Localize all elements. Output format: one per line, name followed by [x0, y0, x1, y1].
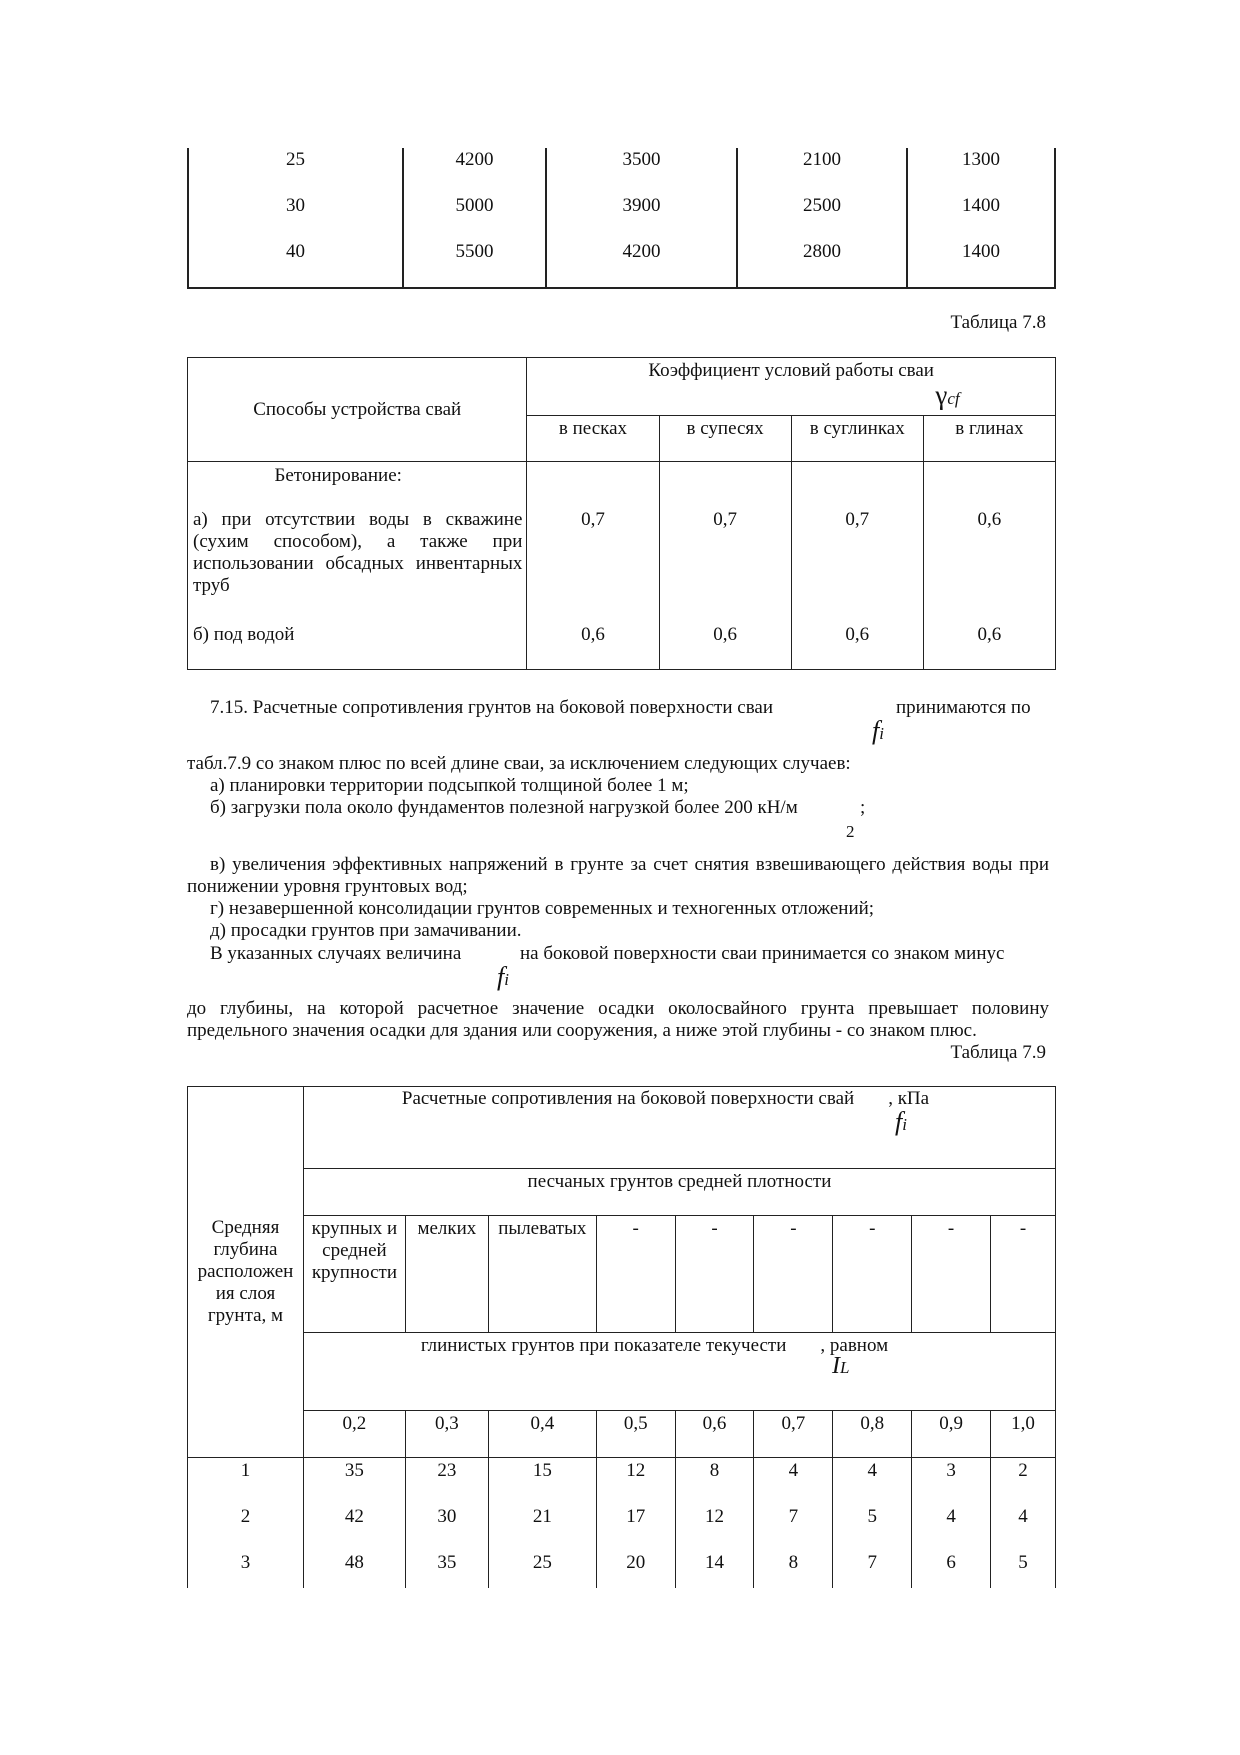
table-cell: 30 [286, 195, 305, 216]
list-item-v: в) увеличения эффективных напряжений в грунте за счет снятия взвешивающего действия воды при понижении уровня грунтовых вод; [187, 854, 1049, 897]
table-cell: 30 [405, 1504, 488, 1550]
table-caption: Таблица 7.8 [950, 312, 1046, 333]
il-value: 0,4 [488, 1411, 596, 1458]
gamma-symbol: γcf [935, 380, 960, 410]
table-cell: 8 [754, 1550, 833, 1588]
table-cell: 35 [303, 1458, 405, 1504]
table-cell: 4 [833, 1458, 912, 1504]
table-cell: 1400 [962, 241, 1000, 262]
subheader-sandy-loam: в супесях [659, 416, 791, 462]
subheader-loam: в суглинках [791, 416, 923, 462]
subheader-sand: в песках [527, 416, 659, 462]
table-row [188, 1458, 1056, 1504]
table-cell: 8 [675, 1458, 754, 1504]
table-cell: 2 [188, 1504, 304, 1550]
table-cell: 4200 [622, 241, 661, 262]
table-cell: 35 [405, 1550, 488, 1588]
table-row [188, 1550, 1056, 1588]
table-cell: 1400 [962, 195, 1000, 216]
table-cell: 25 [286, 149, 305, 170]
list-item-b-end: ; [860, 797, 866, 818]
table-cell: 5500 [455, 241, 494, 262]
table-7-8 [187, 357, 1056, 670]
symbol-fi: fi [497, 962, 509, 991]
col-dash: - [991, 1216, 1056, 1333]
col-dash: - [912, 1216, 991, 1333]
col-coarse-sand: крупных и средней крупности [303, 1216, 405, 1333]
table-cell: 5 [991, 1550, 1056, 1588]
table-cell: 14 [675, 1550, 754, 1588]
col-dash: - [675, 1216, 754, 1333]
table-cell: 1 [188, 1458, 304, 1504]
table-cell: 5 [833, 1504, 912, 1550]
header-method: Способы устройства свай [188, 358, 527, 462]
col-dash: - [596, 1216, 675, 1333]
table-cell: 15 [488, 1458, 596, 1504]
il-value: 0,7 [754, 1411, 833, 1458]
table-cell: 0,6 [527, 622, 659, 670]
table-body [188, 1458, 1056, 1588]
list-item-a: а) планировки территории подсыпкой толщиной более 1 м; [210, 775, 689, 796]
paragraph-7-15-end: принимаются по [896, 697, 1031, 718]
subheader-clay: в глинах [923, 416, 1055, 462]
paragraph-2-start: В указанных случаях величина [210, 943, 462, 964]
table-caption: Таблица 7.9 [950, 1042, 1046, 1063]
row-concreting: Бетонирование: а) при отсутствии воды в скважине (сухим способом), а также при использовании обсадных инвентарных труб [188, 462, 527, 622]
il-value: 0,6 [675, 1411, 754, 1458]
header-clay: глинистых грунтов при показателе текучести , равном IL [303, 1333, 1055, 1411]
table-cell: 7 [833, 1550, 912, 1588]
symbol-il: IL [831, 1353, 850, 1379]
list-item-g: г) незавершенной консолидации грунтов современных и техногенных отложений; [210, 898, 875, 919]
table-cell: 0,6 [791, 622, 923, 670]
symbol-fi: fi [872, 716, 884, 745]
row-underwater: б) под водой [188, 622, 527, 670]
table-cell: 0,6 [923, 462, 1055, 622]
list-item-d: д) просадки грунтов при замачивании. [210, 920, 522, 941]
paragraph-7-15-line2: табл.7.9 со знаком плюс по всей длине сваи, за исключением следующих случаев: [187, 753, 851, 774]
table-cell: 12 [675, 1504, 754, 1550]
table-cell: 25 [488, 1550, 596, 1588]
table-cell: 5000 [455, 195, 494, 216]
table-cell: 3 [912, 1458, 991, 1504]
il-value: 0,2 [303, 1411, 405, 1458]
il-value: 0,9 [912, 1411, 991, 1458]
il-value: 0,3 [405, 1411, 488, 1458]
il-value: 0,5 [596, 1411, 675, 1458]
table-cell: 4200 [455, 149, 494, 170]
table-cell: 4 [754, 1458, 833, 1504]
table-cell: 3500 [622, 149, 661, 170]
table-cell: 0,7 [659, 462, 791, 622]
table-cell: 4 [991, 1504, 1056, 1550]
il-value: 1,0 [991, 1411, 1056, 1458]
table-cell: 2100 [803, 149, 841, 170]
table-cell: 7 [754, 1504, 833, 1550]
table-cell: 3 [188, 1550, 304, 1588]
table-cell: 20 [596, 1550, 675, 1588]
table-cell: 0,7 [527, 462, 659, 622]
paragraph-2-end: на боковой поверхности сваи принимается со знаком минус [520, 943, 1005, 964]
header-depth: Средняя глубина расположен ия слоя грунта, м [188, 1087, 304, 1458]
table-cell: 42 [303, 1504, 405, 1550]
header-coef: Коэффициент условий работы сваи γcf [527, 358, 1056, 416]
table-cell: 6 [912, 1550, 991, 1588]
table-cell: 2800 [803, 241, 841, 262]
table-cell: 2500 [803, 195, 841, 216]
paragraph-7-15-start: 7.15. Расчетные сопротивления грунтов на боковой поверхности сваи [210, 697, 774, 718]
symbol-fi: fi [894, 1107, 907, 1136]
paragraph-2-rest: до глубины, на которой расчетное значение осадки околосвайного грунта превышает половину предельного значения осадки для здания или сооружения, а ниже этой глубины - со знаком плюс. [187, 998, 1049, 1041]
col-fine-sand: мелких [405, 1216, 488, 1333]
table-cell: 12 [596, 1458, 675, 1504]
superscript-2: 2 [846, 822, 855, 841]
table-cell: 2 [991, 1458, 1056, 1504]
table-cell: 0,6 [659, 622, 791, 670]
col-dash: - [833, 1216, 912, 1333]
header-sand: песчаных грунтов средней плотности [303, 1169, 1055, 1216]
table-cell: 1300 [962, 149, 1000, 170]
list-item-b: б) загрузки пола около фундаментов полезной нагрузкой более 200 кН/м [210, 797, 798, 818]
il-value: 0,8 [833, 1411, 912, 1458]
table-cell: 0,6 [923, 622, 1055, 670]
header-resistance: Расчетные сопротивления на боковой поверхности свай , кПа fi [303, 1087, 1055, 1169]
table-row [188, 1504, 1056, 1550]
table-cell: 3900 [622, 195, 661, 216]
col-silty-sand: пылеватых [488, 1216, 596, 1333]
table-cell: 0,7 [791, 462, 923, 622]
table-cell: 48 [303, 1550, 405, 1588]
table-7-9 [187, 1086, 1056, 1588]
table-cell: 21 [488, 1504, 596, 1550]
table-cell: 17 [596, 1504, 675, 1550]
table-cell: 23 [405, 1458, 488, 1504]
table-cell: 40 [286, 241, 305, 262]
table-cell: 4 [912, 1504, 991, 1550]
col-dash: - [754, 1216, 833, 1333]
